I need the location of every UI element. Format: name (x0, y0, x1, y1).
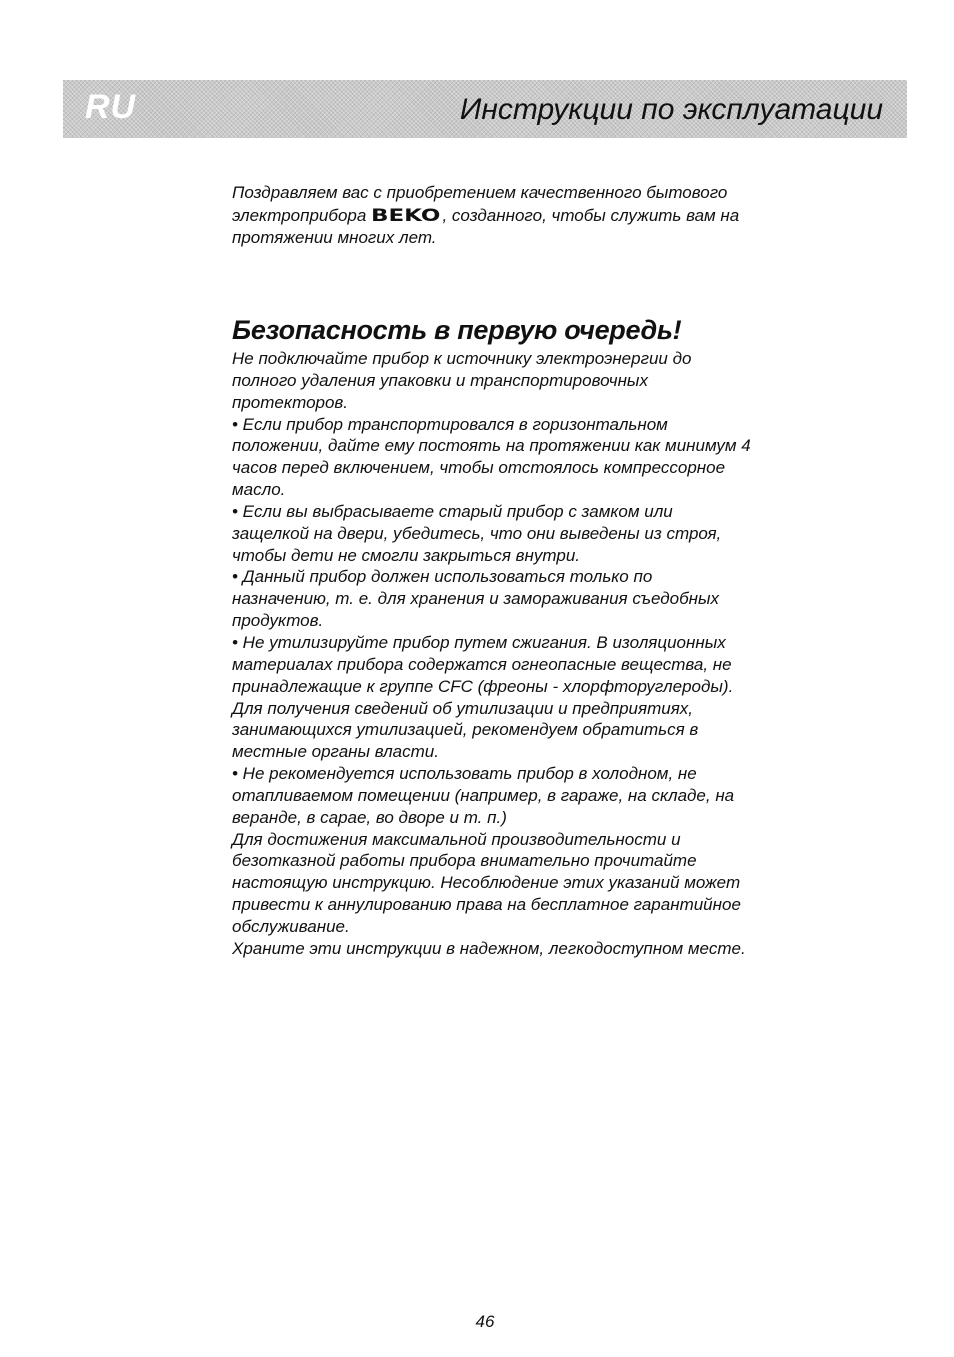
safety-bullet-disposal: • Не утилизируйте прибор путем сжигания. В изоляционных материалах прибора содержатся огнеопасные вещества, не принадлежащие к группе CFC (фреоны - хлорфторуглероды). Для получения сведений об утилизации и предприятиях, занимающихся утилизацией, рекомендуем обратиться в местные органы власти. (232, 632, 734, 762)
safety-text (232, 348, 752, 960)
safety-bullet-cold-room: • Не рекомендуется использовать прибор в холодном, не отапливаемом помещении (например, в гараже, на складе, на веранде, в сарае, во дворе и т. п.) (232, 764, 735, 827)
page-number: 46 (475, 1312, 495, 1331)
header-banner (63, 80, 907, 138)
section-heading: Безопасность в первую очередь! (232, 315, 682, 345)
page-title: Инструкции по эксплуатации (459, 93, 883, 126)
safety-bullet-purpose: • Данный прибор должен использоваться только по назначению, т. е. для хранения и замораживания съедобных продуктов. (232, 567, 720, 631)
intro-text-end: , созданного, чтобы служить вам на протяжении многих лет. (232, 205, 740, 247)
safety-section (232, 312, 752, 960)
safety-bullet-old-appliance: • Если вы выбрасываете старый прибор с замком или защелкой на двери, убедитесь, что они выведены из строя, чтобы дети не смогли закрыться внутри. (232, 501, 722, 565)
intro-text-start: Поздравляем вас с приобретением качественного бытового электроприбора (232, 183, 728, 225)
safety-paragraph-warranty: Для достижения максимальной производительности и безотказной работы прибора внимательно прочитайте настоящую инструкцию. Несоблюдение этих указаний может привести к аннулированию права на бесплатное гарантийное обслуживание. (232, 829, 741, 936)
safety-paragraph-1: Не подключайте прибор к источнику электроэнергии до полного удаления упаковки и транспортировочных протекторов. (232, 349, 692, 412)
language-code: RU (85, 88, 137, 126)
safety-paragraph-keep: Храните эти инструкции в надежном, легкодоступном месте. (232, 938, 746, 958)
safety-bullet-transport: • Если прибор транспортировался в горизонтальном положении, дайте ему постоять на протяжении как минимум 4 часов перед включением, чтобы отстоялось компрессорное масло. (232, 414, 751, 500)
brand-logo: BEKO (371, 205, 441, 226)
intro-paragraph (232, 182, 752, 250)
